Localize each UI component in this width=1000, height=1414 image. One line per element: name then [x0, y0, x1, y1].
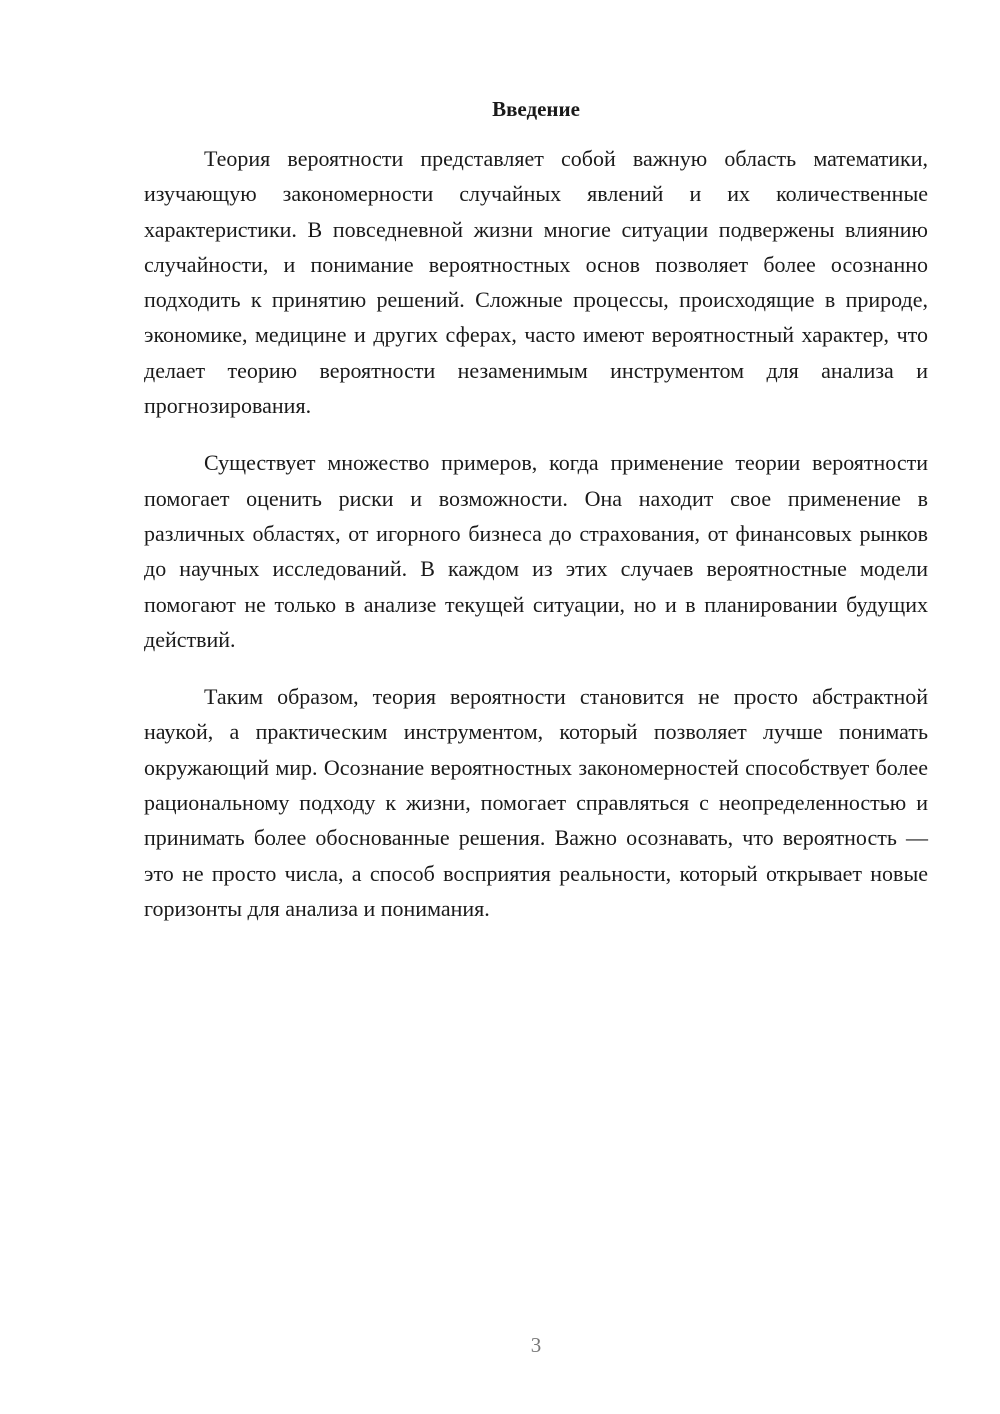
paragraph-1: Теория вероятности представляет собой важную область математики, изучающую закономерности случайных явлений и их количественные характеристики. В повседневной жизни многие ситуации подвержены влиянию случайности, и понимание вероятностных основ позволяет более осознанно подходить к принятию решений. Сложные процессы, происходящие в природе, экономике, медицине и других сферах, часто имеют вероятностный характер, что делает теорию вероятности незаменимым инструментом для анализа и прогнозирования. — [144, 146, 928, 419]
section-title: Введение — [492, 97, 580, 121]
page-content — [144, 92, 928, 948]
page-number: 3 — [530, 1333, 542, 1357]
paragraph-3: Таким образом, теория вероятности становится не просто абстрактной наукой, а практическим инструментом, который позволяет лучше понимать окружающий мир. Осознание вероятностных закономерностей способствует более рациональному подходу к жизни, помогает справляться с неопределенностью и принимать более обоснованные решения. Важно осознавать, что вероятность — это не просто числа, а способ восприятия реальности, который открывает новые горизонты для анализа и понимания. — [144, 684, 928, 921]
paragraph-2: Существует множество примеров, когда применение теории вероятности помогает оценить риски и возможности. Она находит свое применение в различных областях, от игорного бизнеса до страхования, от финансовых рынков до научных исследований. В каждом из этих случаев вероятностные модели помогают не только в анализе текущей ситуации, но и в планировании будущих действий. — [144, 450, 928, 652]
